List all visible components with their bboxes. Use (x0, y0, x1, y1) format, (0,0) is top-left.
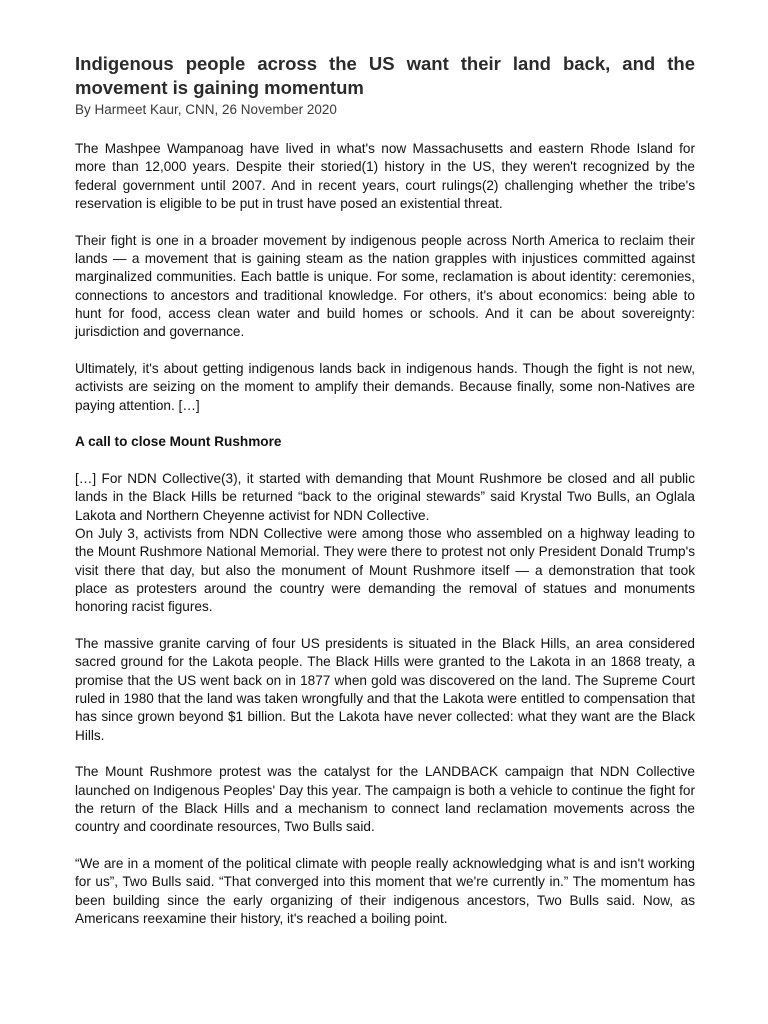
section-paragraph-1: […] For NDN Collective(3), it started with demanding that Mount Rushmore be closed and all public lands in the Black Hills be returned “back to the original stewards” said Krystal Two Bulls, an Oglala Lakota and Northern Cheyenne activist for NDN Collective. (75, 471, 695, 523)
article (75, 52, 695, 928)
section-paragraph-5: “We are in a moment of the political climate with people really acknowledging what is and isn't working for us”, Two Bulls said. “That converged into this moment that we're currently in.” The momentum has been building since the early organizing of their indigenous ancestors, Two Bulls said. Now, as Americans reexamine their history, it's reached a boiling point. (75, 856, 695, 926)
paragraph-1: The Mashpee Wampanoag have lived in what's now Massachusetts and eastern Rhode Island for more than 12,000 years. Despite their storied(1) history in the US, they weren't recognized by the federal government until 2007. And in recent years, court rulings(2) challenging whether the tribe's reservation is eligible to be put in trust have posed an existential threat. (75, 141, 695, 211)
paragraph-2: Their fight is one in a broader movement by indigenous people across North America to reclaim their lands — a movement that is gaining steam as the nation grapples with injustices committed against marginalized communities. Each battle is unique. For some, reclamation is about identity: ceremonies, connections to ancestors and traditional knowledge. For others, it's about economics: being able to hunt for food, access clean water and build homes or schools. And it can be about sovereignty: jurisdiction and governance. (75, 232, 695, 340)
article-byline: By Harmeet Kaur, CNN, 26 November 2020 (75, 102, 337, 117)
paragraph-3: Ultimately, it's about getting indigenous lands back in indigenous hands. Though the fight is not new, activists are seizing on the moment to amplify their demands. Because finally, some non-Natives are paying attention. […] (75, 360, 695, 413)
section-paragraph-4: The Mount Rushmore protest was the catalyst for the LANDBACK campaign that NDN Collective launched on Indigenous Peoples' Day this year. The campaign is both a vehicle to continue the fight for the return of the Black Hills and a mechanism to connect land reclamation movements across the country and coordinate resources, Two Bulls said. (75, 764, 695, 835)
section-paragraph-3: The massive granite carving of four US presidents is situated in the Black Hills, an area considered sacred ground for the Lakota people. The Black Hills were granted to the Lakota in an 1868 treaty, a promise that the US went back on in 1877 when gold was discovered on the land. The Supreme Court ruled in 1980 that the land was taken wrongfully and that the Lakota were entitled to compensation that has since grown beyond $1 billion. But the Lakota have never collected: what they want are the Black Hills. (75, 636, 695, 743)
section-paragraph-2: On July 3, activists from NDN Collective were among those who assembled on a highway leading to the Mount Rushmore National Memorial. They were there to protest not only President Donald Trump's visit there that day, but also the monument of Mount Rushmore itself — a demonstration that took place as protesters around the country were demanding the removal of statues and monuments honoring racist figures. (75, 526, 695, 615)
article-title: Indigenous people across the US want their land back, and the movement is gaining momentum (75, 53, 695, 98)
section-heading: A call to close Mount Rushmore (75, 434, 282, 450)
